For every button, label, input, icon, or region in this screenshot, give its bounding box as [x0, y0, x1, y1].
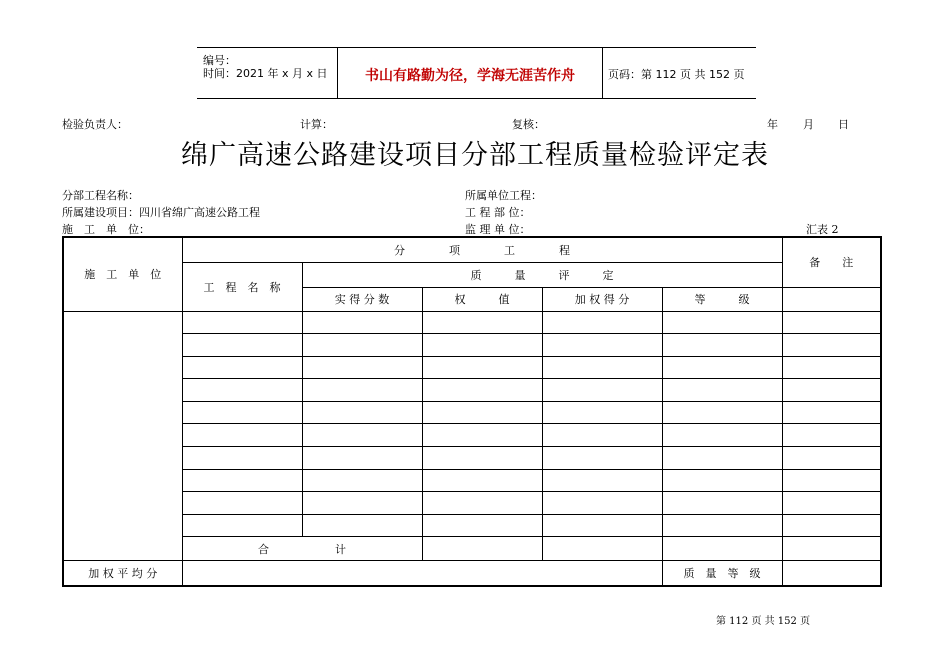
- project-part-label: 工 程 部 位：: [465, 206, 531, 219]
- sub-project-name-label: 分部工程名称：: [62, 189, 139, 202]
- time-label: 时间：2021 年 x 月 x 日: [203, 67, 328, 80]
- total-cell[interactable]: [782, 537, 881, 561]
- table-cell[interactable]: [542, 469, 662, 492]
- table-cell[interactable]: [422, 311, 542, 334]
- table-cell[interactable]: [182, 401, 302, 424]
- table-cell[interactable]: [182, 469, 302, 492]
- total-cell[interactable]: [542, 537, 662, 561]
- table-cell[interactable]: [782, 356, 881, 379]
- table-cell[interactable]: [782, 469, 881, 492]
- table-cell[interactable]: [422, 492, 542, 515]
- table-cell[interactable]: [422, 469, 542, 492]
- table-cell[interactable]: [782, 379, 881, 402]
- table-row: [63, 424, 881, 447]
- header-page-cell: [602, 48, 756, 98]
- table-cell[interactable]: [662, 356, 782, 379]
- table-cell[interactable]: [302, 401, 422, 424]
- table-cell[interactable]: [662, 334, 782, 357]
- table-cell[interactable]: [662, 379, 782, 402]
- table-row: [63, 469, 881, 492]
- table-cell[interactable]: [782, 514, 881, 537]
- footer-page: 第 112 页 共 152 页: [716, 616, 811, 627]
- table-cell[interactable]: [422, 334, 542, 357]
- contractor-label: 施 工 单 位：: [62, 223, 150, 236]
- table-cell[interactable]: [662, 401, 782, 424]
- table-cell[interactable]: [302, 514, 422, 537]
- table-cell[interactable]: [542, 311, 662, 334]
- table-cell[interactable]: [422, 514, 542, 537]
- table-cell[interactable]: [422, 379, 542, 402]
- calc-label: 计算：: [300, 118, 333, 131]
- motto-text: 书山有路勤为径，学海无涯苦作舟: [365, 68, 575, 84]
- table-cell[interactable]: [782, 492, 881, 515]
- page-title: 绵广高速公路建设项目分部工程质量检验评定表: [181, 140, 769, 171]
- code-label: 编号：: [203, 54, 236, 67]
- table-header-row-1: [63, 237, 881, 262]
- table-cell[interactable]: [182, 311, 302, 334]
- table-cell[interactable]: [662, 492, 782, 515]
- review-label: 复核：: [512, 118, 545, 131]
- table-cell[interactable]: [782, 424, 881, 447]
- table-cell[interactable]: [542, 379, 662, 402]
- table-cell[interactable]: [182, 447, 302, 470]
- quality-grade-label: 质 量 等 级: [662, 561, 782, 586]
- table-cell[interactable]: [422, 356, 542, 379]
- table-row: [63, 514, 881, 537]
- table-cell[interactable]: [662, 469, 782, 492]
- total-cell[interactable]: [422, 537, 542, 561]
- name-header: 工 程 名 称: [182, 262, 302, 311]
- remarks-header: 备 注: [782, 237, 881, 287]
- table-cell[interactable]: [542, 356, 662, 379]
- table-cell[interactable]: [542, 514, 662, 537]
- quality-header: 质 量 评 定: [302, 262, 782, 287]
- unit-project-label: 所属单位工程：: [465, 189, 542, 202]
- page-label: 页码：第 112 页 共 152 页: [608, 68, 745, 81]
- table-cell[interactable]: [182, 379, 302, 402]
- table-cell[interactable]: [782, 447, 881, 470]
- table-cell[interactable]: [782, 401, 881, 424]
- table-row: [63, 356, 881, 379]
- day-label: 日: [838, 118, 849, 131]
- table-cell[interactable]: [302, 469, 422, 492]
- supervisor-label: 监 理 单 位：: [465, 223, 531, 236]
- weighted-average-label: 加 权 平 均 分: [63, 561, 182, 586]
- table-cell[interactable]: [302, 356, 422, 379]
- table-cell[interactable]: [542, 447, 662, 470]
- table-cell[interactable]: [662, 424, 782, 447]
- month-label: 月: [803, 118, 814, 131]
- table-cell[interactable]: [182, 356, 302, 379]
- table-row: [63, 311, 881, 334]
- table-cell[interactable]: [782, 311, 881, 334]
- table-cell[interactable]: [422, 401, 542, 424]
- weighted-score-column-header: 加 权 得 分: [542, 287, 662, 311]
- table-cell[interactable]: [182, 424, 302, 447]
- table-cell[interactable]: [782, 334, 881, 357]
- total-row: [63, 537, 881, 561]
- total-cell[interactable]: [662, 537, 782, 561]
- weighted-average-value[interactable]: [182, 561, 662, 586]
- weighted-average-row: [63, 561, 881, 586]
- table-cell[interactable]: [662, 447, 782, 470]
- table-cell[interactable]: [302, 379, 422, 402]
- table-row: [63, 447, 881, 470]
- remarks-cell: [782, 287, 881, 311]
- table-row: [63, 401, 881, 424]
- item-header: 分 项 工 程: [182, 237, 782, 262]
- table-row: [63, 379, 881, 402]
- contractor-header: 施 工 单 位: [63, 237, 182, 311]
- table-cell[interactable]: [182, 492, 302, 515]
- table-cell[interactable]: [542, 334, 662, 357]
- table-cell[interactable]: [302, 492, 422, 515]
- table-header-row-2: [63, 262, 881, 287]
- year-label: 年: [767, 118, 778, 131]
- table-cell[interactable]: [542, 424, 662, 447]
- document-header: [197, 47, 756, 99]
- table-row: [63, 492, 881, 515]
- table-cell[interactable]: [662, 311, 782, 334]
- contractor-cell[interactable]: [63, 311, 182, 561]
- table-cell[interactable]: [662, 514, 782, 537]
- inspector-label: 检验负责人：: [62, 118, 128, 131]
- construction-project-label: 所属建设项目：四川省绵广高速公路工程: [62, 206, 260, 219]
- weight-column-header: 权 值: [422, 287, 542, 311]
- score-column-header: 实 得 分 数: [302, 287, 422, 311]
- table-cell[interactable]: [422, 447, 542, 470]
- table-row: [63, 334, 881, 357]
- table-cell[interactable]: [302, 447, 422, 470]
- table-cell[interactable]: [182, 334, 302, 357]
- total-label: 合 计: [182, 537, 422, 561]
- table-cell[interactable]: [302, 311, 422, 334]
- table-cell[interactable]: [182, 514, 302, 537]
- summary-number: 汇表 2: [806, 223, 839, 236]
- table-cell[interactable]: [422, 424, 542, 447]
- table-cell[interactable]: [542, 401, 662, 424]
- table-cell[interactable]: [542, 492, 662, 515]
- header-meta-cell: [197, 48, 337, 98]
- quality-grade-value[interactable]: [782, 561, 881, 586]
- header-motto-cell: [337, 48, 603, 98]
- evaluation-table: [62, 236, 882, 587]
- table-cell[interactable]: [302, 334, 422, 357]
- grade-column-header: 等 级: [662, 287, 782, 311]
- table-cell[interactable]: [302, 424, 422, 447]
